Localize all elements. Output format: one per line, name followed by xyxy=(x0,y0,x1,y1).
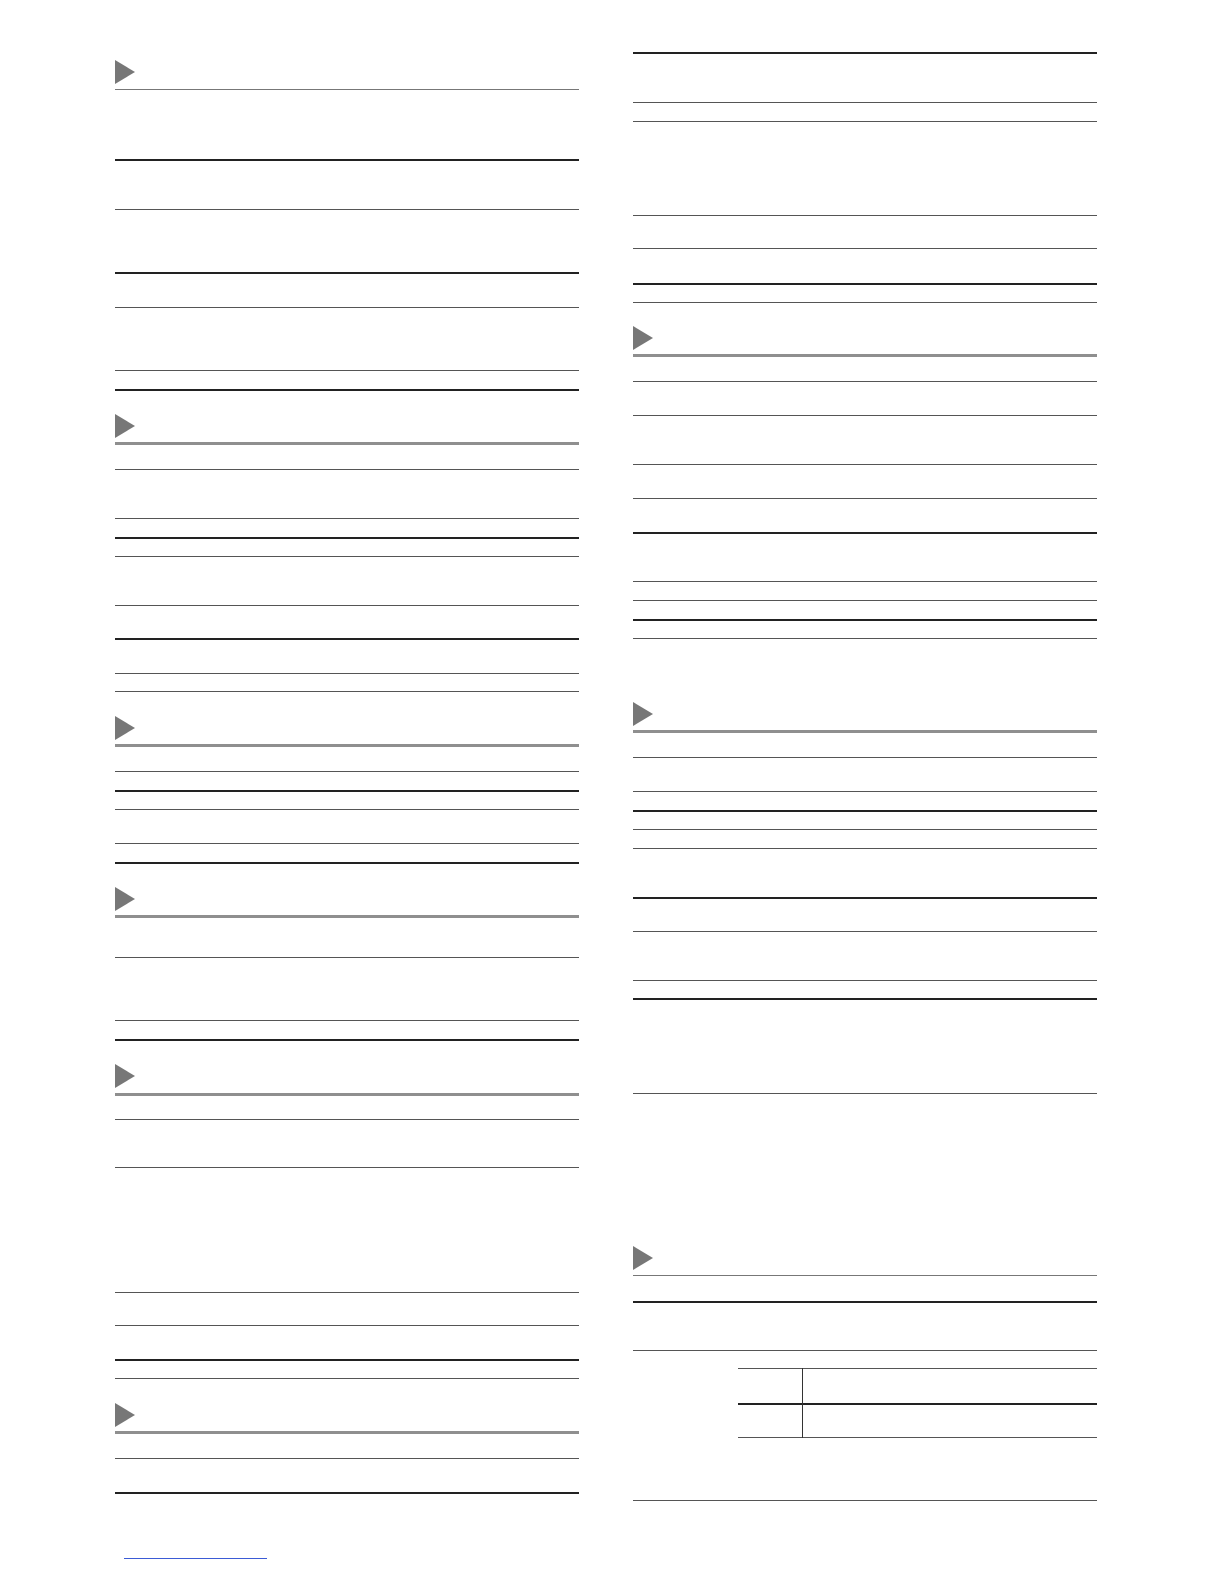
footer-link[interactable] xyxy=(124,1558,267,1559)
table-rule xyxy=(633,600,1097,601)
table-rule xyxy=(115,209,579,210)
table-rule xyxy=(633,1093,1097,1094)
table-rule xyxy=(115,673,579,674)
table-rule xyxy=(115,1039,579,1041)
section-heading-rule xyxy=(633,730,1097,733)
table-rule xyxy=(115,469,579,470)
table-rule xyxy=(633,52,1097,54)
table-rule xyxy=(115,272,579,274)
section-marker-icon xyxy=(115,414,135,438)
table-rule xyxy=(115,862,579,864)
section-heading-rule xyxy=(115,1431,579,1434)
table-rule xyxy=(115,1020,579,1021)
table-rule xyxy=(633,848,1097,849)
table-rule xyxy=(633,215,1097,216)
table-rule xyxy=(633,998,1097,1000)
table-rule xyxy=(115,1492,579,1494)
table-rule xyxy=(115,638,579,640)
section-heading-rule xyxy=(115,89,579,90)
table-rule xyxy=(633,248,1097,249)
table-rule xyxy=(633,619,1097,621)
section-marker-icon xyxy=(633,702,653,726)
table-rule xyxy=(633,498,1097,499)
table-rule xyxy=(633,638,1097,639)
table-rule xyxy=(115,389,579,391)
inner-table xyxy=(738,1368,1097,1440)
table-rule xyxy=(115,307,579,308)
table-rule xyxy=(633,757,1097,758)
section-marker-icon xyxy=(633,326,653,350)
table-rule xyxy=(115,605,579,606)
section-heading-rule xyxy=(115,744,579,747)
table-rule xyxy=(633,1350,1097,1351)
table-rule xyxy=(633,121,1097,122)
right-column xyxy=(633,0,1097,1584)
table-rule xyxy=(115,1378,579,1379)
table-rule xyxy=(115,556,579,557)
table-rule xyxy=(633,810,1097,812)
table-rule xyxy=(115,370,579,371)
table-rule xyxy=(115,691,579,692)
section-marker-icon xyxy=(633,1246,653,1270)
section-heading-rule xyxy=(115,915,579,918)
table-rule xyxy=(115,518,579,519)
table-rule xyxy=(738,1368,1097,1369)
table-rule xyxy=(633,415,1097,416)
table-rule xyxy=(738,1437,1097,1438)
table-rule xyxy=(633,931,1097,932)
table-column-divider xyxy=(802,1368,803,1438)
section-marker-icon xyxy=(115,716,135,740)
table-rule xyxy=(633,302,1097,303)
table-rule xyxy=(115,1359,579,1361)
section-marker-icon xyxy=(115,1064,135,1088)
table-rule xyxy=(633,829,1097,830)
table-rule xyxy=(633,897,1097,899)
table-rule xyxy=(633,581,1097,582)
table-rule xyxy=(633,1301,1097,1303)
table-rule xyxy=(115,1325,579,1326)
section-heading-rule xyxy=(115,1093,579,1096)
table-rule xyxy=(115,537,579,539)
section-heading-rule xyxy=(633,354,1097,357)
table-rule xyxy=(633,381,1097,382)
table-rule xyxy=(633,464,1097,465)
table-rule xyxy=(115,790,579,792)
table-rule xyxy=(115,771,579,772)
table-rule xyxy=(633,283,1097,285)
section-marker-icon xyxy=(115,887,135,911)
table-rule xyxy=(115,809,579,810)
section-marker-icon xyxy=(115,60,135,84)
table-rule xyxy=(633,1500,1097,1501)
table-rule xyxy=(633,791,1097,792)
table-rule xyxy=(115,1458,579,1459)
section-heading-rule xyxy=(633,1275,1097,1276)
table-rule xyxy=(115,1119,579,1120)
table-rule xyxy=(115,159,579,161)
table-rule xyxy=(633,980,1097,981)
section-heading-rule xyxy=(115,442,579,445)
table-rule xyxy=(633,102,1097,103)
table-rule xyxy=(115,843,579,844)
table-rule xyxy=(115,1292,579,1293)
left-column xyxy=(115,0,579,1584)
table-rule xyxy=(738,1403,1097,1405)
table-rule xyxy=(115,957,579,958)
section-marker-icon xyxy=(115,1403,135,1427)
table-rule xyxy=(633,532,1097,534)
table-rule xyxy=(115,1167,579,1168)
